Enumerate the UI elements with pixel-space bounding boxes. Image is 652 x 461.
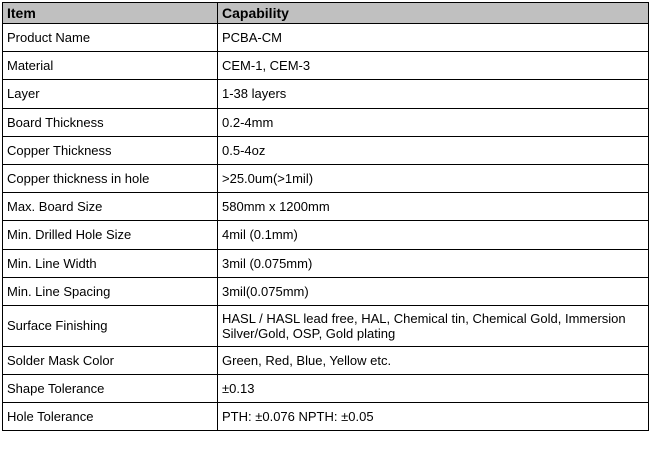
row-item: Copper Thickness [3,136,218,164]
table-row [3,164,649,192]
row-item: Surface Finishing [3,305,218,346]
table-header-row [3,3,649,24]
header-item: Item [3,3,218,24]
table-row [3,403,649,431]
row-capability: 0.2-4mm [218,108,649,136]
table-row [3,375,649,403]
row-item: Max. Board Size [3,193,218,221]
header-capability: Capability [218,3,649,24]
row-capability: 0.5-4oz [218,136,649,164]
row-capability: PCBA-CM [218,24,649,52]
table-row [3,346,649,374]
table-row [3,249,649,277]
table-row [3,136,649,164]
row-item: Layer [3,80,218,108]
row-item: Shape Tolerance [3,375,218,403]
row-capability: >25.0um(>1mil) [218,164,649,192]
table-row [3,24,649,52]
row-capability: 580mm x 1200mm [218,193,649,221]
table-row [3,305,649,346]
row-capability: Green, Red, Blue, Yellow etc. [218,346,649,374]
table-row [3,277,649,305]
table-row [3,52,649,80]
row-capability: 3mil (0.075mm) [218,249,649,277]
row-capability: CEM-1, CEM-3 [218,52,649,80]
row-item: Product Name [3,24,218,52]
table-row [3,108,649,136]
row-item: Hole Tolerance [3,403,218,431]
row-item: Min. Line Width [3,249,218,277]
row-capability: 3mil(0.075mm) [218,277,649,305]
row-item: Min. Line Spacing [3,277,218,305]
row-item: Copper thickness in hole [3,164,218,192]
table-row [3,80,649,108]
row-capability: HASL / HASL lead free, HAL, Chemical tin, Chemical Gold, Immersion Silver/Gold, OSP, Gold plating [218,305,649,346]
row-capability: 1-38 layers [218,80,649,108]
row-capability: ±0.13 [218,375,649,403]
row-item: Min. Drilled Hole Size [3,221,218,249]
row-capability: PTH: ±0.076 NPTH: ±0.05 [218,403,649,431]
row-item: Solder Mask Color [3,346,218,374]
table-row [3,221,649,249]
row-capability: 4mil (0.1mm) [218,221,649,249]
table-row [3,193,649,221]
row-item: Material [3,52,218,80]
capability-table [2,2,649,431]
row-item: Board Thickness [3,108,218,136]
